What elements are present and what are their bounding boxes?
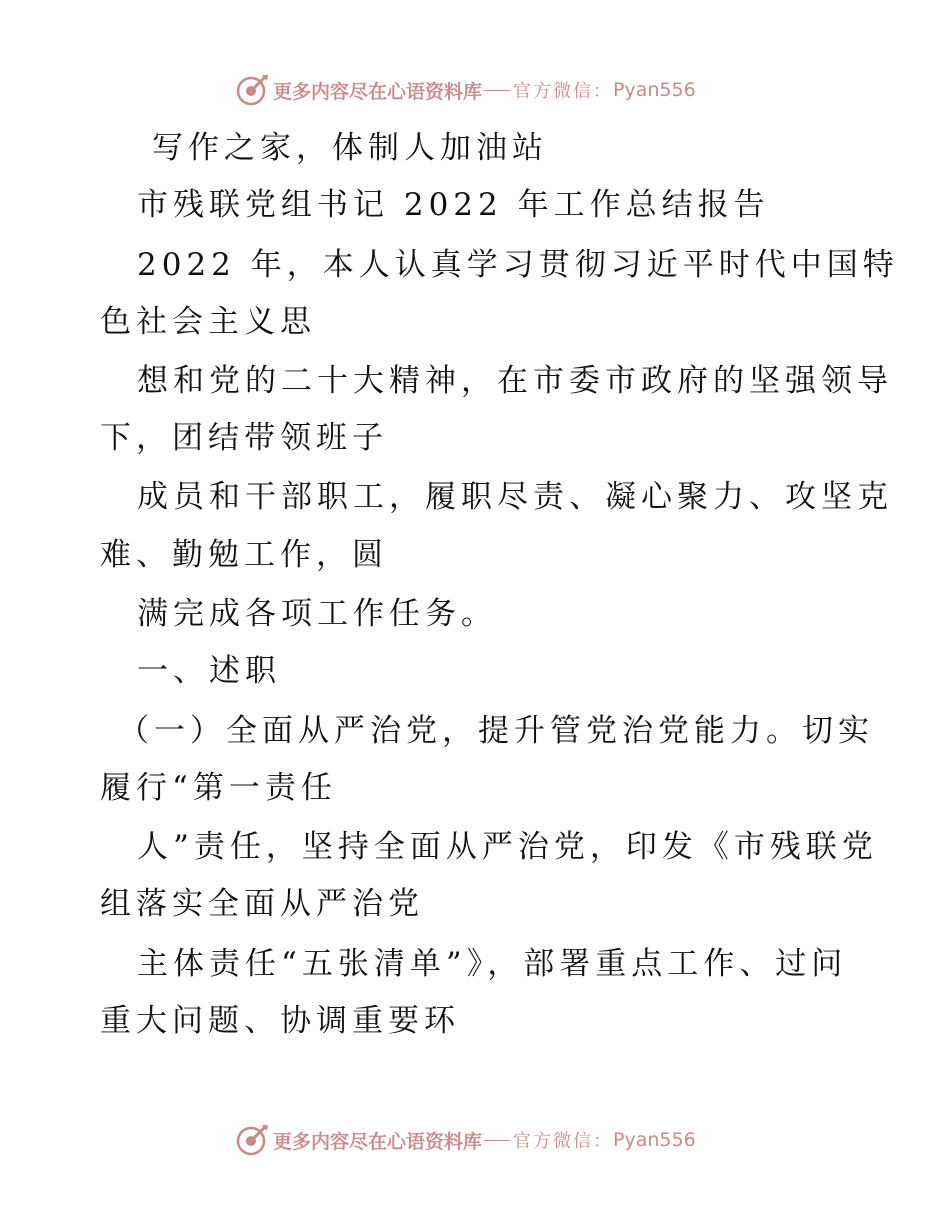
doc-line: 想和党的二十大精神，在市委市政府的坚强领导 xyxy=(137,363,893,399)
doc-line: 2022 年，本人认真学习贯彻习近平时代中国特 xyxy=(137,247,899,283)
doc-title: 市残联党组书记 2022 年工作总结报告 xyxy=(137,187,770,223)
banner-wechat-id: Pyan556 xyxy=(613,79,696,101)
banner-wechat-label: 官方微信： xyxy=(513,1131,614,1152)
banner-main-text: 更多内容尽在心语资料库 xyxy=(273,80,483,103)
doc-line: 人”责任，坚持全面从严治党，印发《市残联党 xyxy=(137,829,878,865)
doc-line: 成员和干部职工，履职尽责、凝心聚力、攻坚克 xyxy=(137,479,893,515)
doc-line: 组落实全面从严治党 xyxy=(100,886,424,922)
banner-divider xyxy=(484,1140,510,1141)
quill-logo-icon xyxy=(235,1123,269,1157)
doc-line: 满完成各项工作任务。 xyxy=(137,596,497,632)
banner-divider xyxy=(484,90,510,91)
doc-line: 难、勤勉工作，圆 xyxy=(100,537,388,573)
header-banner xyxy=(235,71,696,109)
doc-line: 履行“第一责任 xyxy=(100,770,337,806)
banner-main-text: 更多内容尽在心语资料库 xyxy=(273,1130,483,1153)
doc-line: 重大问题、协调重要环 xyxy=(100,1003,460,1039)
section-heading: 一、述职 xyxy=(137,653,281,689)
doc-line: 主体责任“五张清单”》，部署重点工作、过问 xyxy=(137,946,848,982)
banner-wechat-id: Pyan556 xyxy=(613,1129,696,1151)
doc-line: 下，团结带领班子 xyxy=(100,420,388,456)
banner-wechat-label: 官方微信： xyxy=(513,81,614,102)
quill-logo-icon xyxy=(235,73,269,107)
doc-line: （一）全面从严治党，提升管党治党能力。切实 xyxy=(118,713,874,749)
doc-line: 色社会主义思 xyxy=(100,304,316,340)
doc-line-site-name: 写作之家，体制人加油站 xyxy=(152,130,548,166)
footer-banner xyxy=(235,1121,696,1159)
